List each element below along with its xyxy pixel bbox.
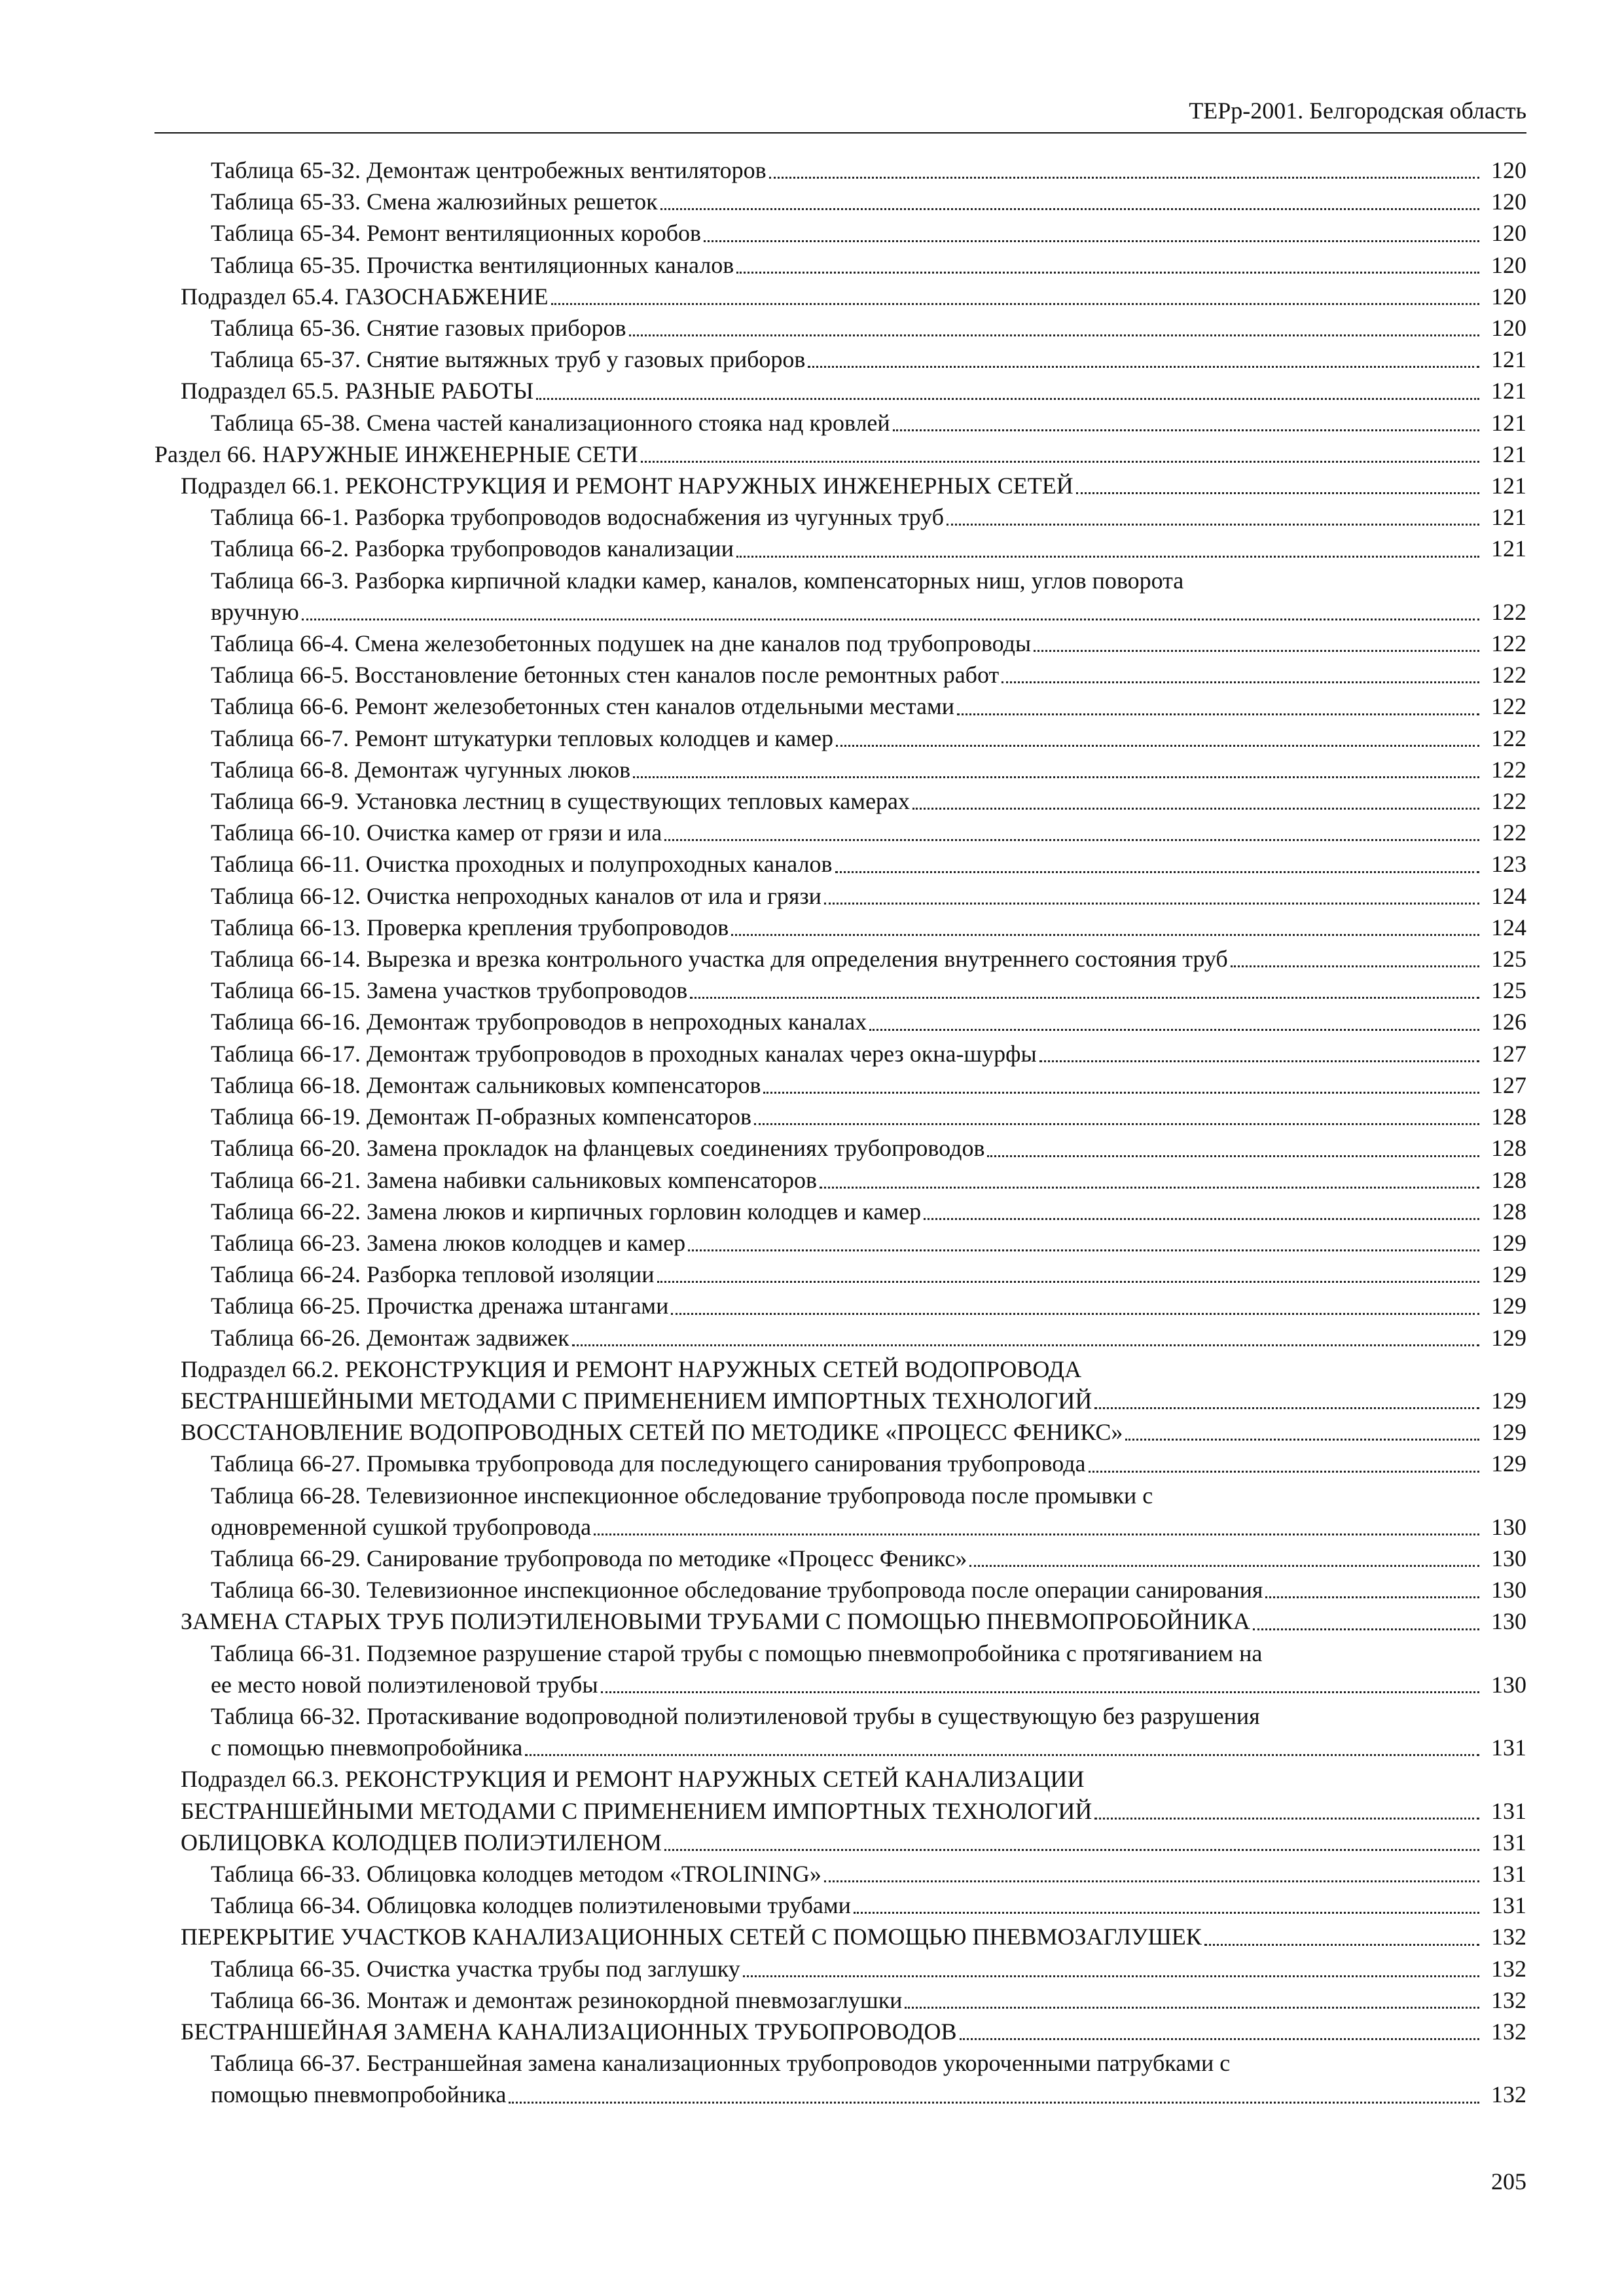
toc-entry[interactable] (154, 1006, 1526, 1037)
toc-entry[interactable] (154, 880, 1526, 912)
dot-leader (551, 303, 1479, 305)
dot-leader (594, 1534, 1479, 1535)
dot-leader (824, 1880, 1479, 1882)
toc-entry[interactable] (154, 1543, 1526, 1574)
toc-entry-page: 121 (1491, 440, 1526, 467)
toc-entry-title: Таблица 66-1. Разборка трубопроводов водоснабжения из чугунных труб (211, 504, 944, 531)
toc-entry-title: Таблица 65-36. Снятие газовых приборов (211, 315, 626, 342)
dot-leader (769, 177, 1479, 179)
dot-leader (808, 366, 1479, 368)
toc-entry-page: 121 (1491, 409, 1526, 436)
toc-entry-title: Таблица 66-21. Замена набивки сальниковых компенсаторов (211, 1166, 818, 1193)
toc-entry-page: 127 (1491, 1040, 1526, 1067)
toc-entry-title: Раздел 66. НАРУЖНЫЕ ИНЖЕНЕРНЫЕ СЕТИ (154, 440, 638, 467)
toc-entry-page: 120 (1491, 251, 1526, 278)
dot-leader (957, 713, 1479, 715)
toc-entry-page: 128 (1491, 1103, 1526, 1130)
toc-entry-page: 129 (1491, 1450, 1526, 1477)
toc-entry-title: Подраздел 66.1. РЕКОНСТРУКЦИЯ И РЕМОНТ НАРУЖНЫХ ИНЖЕНЕРНЫХ СЕТЕЙ (181, 473, 1074, 499)
dot-leader (820, 1187, 1479, 1189)
toc-entry-title: Таблица 66-26. Демонтаж задвижек (211, 1324, 569, 1351)
dot-leader (1265, 1596, 1479, 1598)
toc-entry-title: ЗАМЕНА СТАРЫХ ТРУБ ПОЛИЭТИЛЕНОВЫМИ ТРУБАМИ С ПОМОЩЬЮ ПНЕВМОПРОБОЙНИКА (181, 1608, 1250, 1635)
toc-entry[interactable] (154, 1921, 1526, 1952)
toc-entry-line (154, 1669, 1526, 1700)
toc-entry-title: Таблица 66-5. Восстановление бетонных стен каналов после ремонтных работ (211, 662, 1000, 689)
toc-entry[interactable] (154, 501, 1526, 533)
toc-entry-page: 128 (1491, 1198, 1526, 1225)
dot-leader (987, 1155, 1479, 1157)
toc-entry[interactable] (154, 1196, 1526, 1227)
toc-entry-page: 130 (1491, 1608, 1526, 1635)
toc-entry-page: 130 (1491, 1577, 1526, 1604)
dot-leader (1076, 492, 1479, 494)
dot-leader (893, 429, 1479, 431)
toc-entry-title: Таблица 66-15. Замена участков трубопроводов (211, 977, 688, 1004)
toc-entry-line (154, 1511, 1526, 1543)
toc-entry-title: Таблица 66-27. Промывка трубопровода для последующего санирования трубопровода (211, 1450, 1086, 1477)
toc-entry[interactable] (154, 2047, 1526, 2110)
dot-leader (1089, 1471, 1479, 1473)
toc-entry-title: Таблица 66-29. Санирование трубопровода по методике «Процесс Феникс» (211, 1545, 967, 1571)
dot-leader (969, 1565, 1479, 1567)
toc-entry-page: 122 (1491, 693, 1526, 720)
toc-entry[interactable] (154, 912, 1526, 943)
table-of-contents (154, 154, 1526, 2111)
toc-entry-page: 132 (1491, 2018, 1526, 2045)
dot-leader (572, 1344, 1479, 1346)
toc-entry[interactable] (154, 1259, 1526, 1290)
toc-entry[interactable] (154, 375, 1526, 406)
toc-entry-line (154, 1480, 1526, 1511)
toc-entry[interactable] (154, 281, 1526, 312)
dot-leader (1094, 1818, 1479, 1820)
dot-leader (1034, 650, 1479, 652)
toc-entry-title: Таблица 66-16. Демонтаж трубопроводов в непроходных каналах (211, 1009, 867, 1035)
toc-entry-title: помощью пневмопробойника (211, 2081, 507, 2108)
toc-entry[interactable] (154, 848, 1526, 880)
toc-entry-line (154, 1700, 1526, 1732)
toc-entry-line (154, 1385, 1526, 1416)
toc-entry-page: 122 (1491, 630, 1526, 657)
toc-entry-title: Таблица 65-32. Демонтаж центробежных вентиляторов (211, 157, 767, 183)
toc-entry-line (154, 1354, 1526, 1385)
toc-entry-page: 120 (1491, 283, 1526, 310)
dot-leader (1204, 1944, 1479, 1946)
toc-entry[interactable] (154, 344, 1526, 375)
toc-entry-page: 128 (1491, 1166, 1526, 1193)
toc-entry[interactable] (154, 754, 1526, 785)
dot-leader (536, 398, 1479, 400)
toc-entry-title: БЕСТРАНШЕЙНАЯ ЗАМЕНА КАНАЛИЗАЦИОННЫХ ТРУБОПРОВОДОВ (181, 2018, 957, 2045)
toc-entry-title: Таблица 65-34. Ремонт вентиляционных коробов (211, 220, 702, 247)
toc-entry-title: одновременной сушкой трубопровода (211, 1513, 592, 1540)
toc-entry[interactable] (154, 1605, 1526, 1637)
dot-leader (664, 1849, 1479, 1851)
toc-entry-page: 131 (1491, 1892, 1526, 1919)
dot-leader (912, 808, 1479, 810)
toc-entry[interactable] (154, 407, 1526, 439)
dot-leader (835, 871, 1479, 873)
toc-entry-title: Таблица 66-6. Ремонт железобетонных стен каналов отдельными местами (211, 693, 955, 720)
dot-leader (736, 272, 1479, 274)
toc-entry[interactable] (154, 1132, 1526, 1164)
dot-leader (688, 1249, 1479, 1251)
dot-leader (657, 1281, 1480, 1283)
toc-entry[interactable] (154, 565, 1526, 628)
toc-entry[interactable] (154, 1164, 1526, 1196)
toc-entry-title: Таблица 66-37. Бестраншейная замена канализационных трубопроводов укороченными патрубками с (211, 2050, 1231, 2077)
toc-entry[interactable] (154, 1827, 1526, 1858)
toc-entry[interactable] (154, 1984, 1526, 2016)
toc-entry-page: 130 (1491, 1513, 1526, 1540)
toc-entry-title: Таблица 66-4. Смена железобетонных подушек на дне каналов под трубопроводы (211, 630, 1032, 657)
toc-entry-page: 129 (1491, 1261, 1526, 1288)
toc-entry-page: 122 (1491, 756, 1526, 783)
dot-leader (905, 2007, 1479, 2009)
toc-entry-title: Таблица 66-13. Проверка крепления трубопроводов (211, 914, 729, 941)
toc-entry-title: Таблица 66-14. Вырезка и врезка контрольного участка для определения внутреннего состояния труб (211, 946, 1228, 973)
toc-entry[interactable] (154, 1069, 1526, 1101)
toc-entry-page: 129 (1491, 1229, 1526, 1256)
dot-leader (824, 903, 1479, 905)
toc-entry-page: 120 (1491, 315, 1526, 342)
toc-entry-page: 120 (1491, 157, 1526, 183)
toc-entry[interactable] (154, 1700, 1526, 1763)
toc-entry-line (154, 2079, 1526, 2110)
toc-entry-title: Подраздел 66.2. РЕКОНСТРУКЦИЯ И РЕМОНТ НАРУЖНЫХ СЕТЕЙ ВОДОПРОВОДА (181, 1355, 1082, 1382)
toc-entry-page: 132 (1491, 1986, 1526, 2013)
toc-entry-line (154, 1795, 1526, 1827)
toc-entry-title: Таблица 66-31. Подземное разрушение старой трубы с помощью пневмопробойника с протягиванием на (211, 1640, 1263, 1666)
toc-entry-title: Таблица 66-11. Очистка проходных и полупроходных каналов (211, 851, 833, 878)
toc-entry[interactable] (154, 1890, 1526, 1921)
toc-entry[interactable] (154, 186, 1526, 217)
toc-entry-page: 121 (1491, 504, 1526, 531)
toc-entry-page: 130 (1491, 1545, 1526, 1571)
toc-entry-title: Таблица 66-35. Очистка участка трубы под заглушку (211, 1955, 740, 1982)
toc-entry-title: Таблица 66-22. Замена люков и кирпичных горловин колодцев и камер (211, 1198, 922, 1225)
toc-entry[interactable] (154, 249, 1526, 281)
toc-entry-page: 122 (1491, 662, 1526, 689)
toc-entry[interactable] (154, 312, 1526, 344)
toc-entry-title: Таблица 66-24. Разборка тепловой изоляции (211, 1261, 655, 1288)
toc-entry[interactable] (154, 1101, 1526, 1132)
toc-entry-title: Подраздел 65.4. ГАЗОСНАБЖЕНИЕ (181, 283, 549, 310)
toc-entry[interactable] (154, 439, 1526, 470)
toc-entry-page: 131 (1491, 1734, 1526, 1761)
toc-entry-page: 131 (1491, 1829, 1526, 1856)
toc-entry-title: ее место новой полиэтиленовой трубы (211, 1671, 598, 1698)
toc-entry-title: Таблица 66-10. Очистка камер от грязи и ила (211, 819, 662, 846)
toc-entry-page: 132 (1491, 1955, 1526, 1982)
toc-entry[interactable] (154, 1290, 1526, 1321)
toc-entry[interactable] (154, 723, 1526, 754)
toc-entry-title: Таблица 66-19. Демонтаж П-образных компенсаторов (211, 1103, 751, 1130)
dot-leader (1094, 1407, 1479, 1409)
toc-entry-page: 129 (1491, 1293, 1526, 1319)
toc-entry-page: 121 (1491, 378, 1526, 404)
dot-leader (1039, 1060, 1479, 1062)
toc-entry-title: Таблица 65-33. Смена жалюзийных решеток (211, 188, 658, 215)
toc-entry-title: Таблица 66-32. Протаскивание водопроводной полиэтиленовой трубы в существующую без разрушения (211, 1702, 1260, 1729)
toc-entry-page: 122 (1491, 819, 1526, 846)
toc-entry-title: Таблица 66-30. Телевизионное инспекционное обследование трубопровода после операции санирования (211, 1577, 1263, 1604)
toc-entry-page: 132 (1491, 1924, 1526, 1950)
toc-entry-page: 131 (1491, 1860, 1526, 1887)
toc-entry[interactable] (154, 659, 1526, 691)
toc-entry[interactable] (154, 1763, 1526, 1826)
toc-entry-title: Подраздел 66.3. РЕКОНСТРУКЦИЯ И РЕМОНТ НАРУЖНЫХ СЕТЕЙ КАНАЛИЗАЦИИ (181, 1766, 1085, 1793)
toc-entry[interactable] (154, 785, 1526, 817)
toc-entry-title: Таблица 66-8. Демонтаж чугунных люков (211, 756, 631, 783)
toc-entry-title: Таблица 66-7. Ремонт штукатурки тепловых колодцев и камер (211, 725, 833, 751)
toc-entry-page: 129 (1491, 1419, 1526, 1446)
toc-entry-title: Таблица 65-38. Смена частей канализационного стояка над кровлей (211, 409, 890, 436)
toc-entry-page: 131 (1491, 1797, 1526, 1824)
toc-entry[interactable] (154, 217, 1526, 249)
dot-leader (664, 839, 1479, 841)
toc-entry-title: Таблица 65-35. Прочистка вентиляционных каналов (211, 251, 734, 278)
dot-leader (736, 556, 1479, 558)
toc-entry-line (154, 596, 1526, 628)
toc-entry-page: 123 (1491, 851, 1526, 878)
toc-entry-title: Таблица 66-3. Разборка кирпичной кладки камер, каналов, компенсаторных ниш, углов поворота (211, 567, 1184, 594)
toc-entry-page: 125 (1491, 946, 1526, 973)
toc-entry[interactable] (154, 691, 1526, 722)
toc-entry[interactable] (154, 1448, 1526, 1479)
dot-leader (629, 334, 1479, 336)
dot-leader (302, 619, 1479, 620)
toc-entry-title: Таблица 66-20. Замена прокладок на фланцевых соединениях трубопроводов (211, 1135, 985, 1162)
toc-entry-line (154, 2047, 1526, 2079)
page-header (154, 92, 1526, 134)
toc-entry-title: ОБЛИЦОВКА КОЛОДЦЕВ ПОЛИЭТИЛЕНОМ (181, 1829, 662, 1856)
dot-leader (1231, 965, 1479, 967)
page-number: 205 (1491, 2168, 1526, 2195)
toc-entry-title: БЕСТРАНШЕЙНЫМИ МЕТОДАМИ С ПРИМЕНЕНИЕМ ИМПОРТНЫХ ТЕХНОЛОГИЙ (181, 1387, 1092, 1414)
toc-entry[interactable] (154, 817, 1526, 848)
dot-leader (525, 1754, 1479, 1756)
toc-entry-title: Таблица 66-9. Установка лестниц в существующих тепловых камерах (211, 788, 911, 815)
toc-entry-page: 125 (1491, 977, 1526, 1004)
toc-entry[interactable] (154, 1574, 1526, 1605)
toc-entry-page: 129 (1491, 1324, 1526, 1351)
header-title: ТЕРр-2001. Белгородская область (1189, 98, 1526, 124)
toc-entry-page: 130 (1491, 1671, 1526, 1698)
toc-entry-title: ВОССТАНОВЛЕНИЕ ВОДОПРОВОДНЫХ СЕТЕЙ ПО МЕТОДИКЕ «ПРОЦЕСС ФЕНИКС» (181, 1419, 1123, 1446)
toc-entry-title: БЕСТРАНШЕЙНЫМИ МЕТОДАМИ С ПРИМЕНЕНИЕМ ИМПОРТНЫХ ТЕХНОЛОГИЙ (181, 1797, 1092, 1824)
toc-entry[interactable] (154, 1858, 1526, 1890)
toc-entry-title: Таблица 66-23. Замена люков колодцев и камер (211, 1229, 686, 1256)
dot-leader (509, 2102, 1479, 2104)
toc-entry-page: 132 (1491, 2081, 1526, 2108)
toc-entry-title: Таблица 66-2. Разборка трубопроводов канализации (211, 535, 734, 562)
toc-entry[interactable] (154, 154, 1526, 186)
toc-entry-line (154, 1732, 1526, 1763)
toc-entry-title: Таблица 66-34. Облицовка колодцев полиэтиленовыми трубами (211, 1892, 851, 1919)
dot-leader (1001, 681, 1479, 683)
dot-leader (960, 2038, 1479, 2040)
toc-entry[interactable] (154, 1480, 1526, 1543)
toc-entry-line (154, 565, 1526, 596)
toc-entry-title: Таблица 66-18. Демонтаж сальниковых компенсаторов (211, 1071, 761, 1098)
toc-entry-page: 129 (1491, 1387, 1526, 1414)
toc-entry[interactable] (154, 628, 1526, 659)
toc-entry[interactable] (154, 1322, 1526, 1354)
dot-leader (947, 524, 1479, 526)
toc-entry-line (154, 1638, 1526, 1669)
toc-entry-title: Таблица 66-17. Демонтаж трубопроводов в проходных каналах через окна-шурфы (211, 1040, 1037, 1067)
dot-leader (854, 1912, 1479, 1914)
toc-entry-title: ПЕРЕКРЫТИЕ УЧАСТКОВ КАНАЛИЗАЦИОННЫХ СЕТЕЙ С ПОМОЩЬЮ ПНЕВМОЗАГЛУШЕК (181, 1924, 1202, 1950)
toc-entry-page: 122 (1491, 598, 1526, 625)
dot-leader (1253, 1628, 1479, 1630)
toc-entry-title: Таблица 65-37. Снятие вытяжных труб у газовых приборов (211, 346, 806, 373)
toc-entry[interactable] (154, 533, 1526, 564)
toc-entry[interactable] (154, 1038, 1526, 1069)
toc-entry-page: 124 (1491, 882, 1526, 909)
dot-leader (660, 208, 1479, 210)
toc-entry[interactable] (154, 1354, 1526, 1416)
toc-entry-page: 120 (1491, 220, 1526, 247)
dot-leader (1125, 1439, 1479, 1441)
toc-entry-page: 120 (1491, 188, 1526, 215)
toc-entry-title: Таблица 66-25. Прочистка дренажа штангами (211, 1293, 669, 1319)
dot-leader (641, 461, 1479, 463)
dot-leader (836, 745, 1479, 747)
toc-entry-line (154, 1763, 1526, 1795)
toc-entry-page: 122 (1491, 788, 1526, 815)
toc-entry[interactable] (154, 1638, 1526, 1700)
toc-entry-title: с помощью пневмопробойника (211, 1734, 523, 1761)
dot-leader (869, 1029, 1479, 1031)
dot-leader (763, 1092, 1479, 1094)
toc-entry-title: вручную (211, 598, 299, 625)
dot-leader (671, 1313, 1479, 1315)
toc-entry[interactable] (154, 943, 1526, 975)
toc-entry-page: 121 (1491, 473, 1526, 499)
toc-entry-title: Таблица 66-12. Очистка непроходных каналов от ила и грязи (211, 882, 821, 909)
toc-entry-title: Таблица 66-36. Монтаж и демонтаж резинокордной пневмозаглушки (211, 1986, 903, 2013)
toc-entry-page: 127 (1491, 1071, 1526, 1098)
toc-entry-title: Таблица 66-28. Телевизионное инспекционное обследование трубопровода после промывки с (211, 1482, 1153, 1509)
dot-leader (924, 1218, 1479, 1220)
toc-entry[interactable] (154, 1416, 1526, 1448)
dot-leader (731, 934, 1479, 936)
toc-entry[interactable] (154, 975, 1526, 1006)
toc-entry-page: 122 (1491, 725, 1526, 751)
dot-leader (743, 1975, 1479, 1977)
toc-entry-page: 121 (1491, 535, 1526, 562)
toc-entry-page: 124 (1491, 914, 1526, 941)
toc-entry-page: 128 (1491, 1135, 1526, 1162)
toc-entry[interactable] (154, 470, 1526, 501)
dot-leader (690, 997, 1479, 999)
dot-leader (704, 240, 1479, 242)
toc-entry-title: Таблица 66-33. Облицовка колодцев методом «TROLINING» (211, 1860, 821, 1887)
toc-entry[interactable] (154, 1953, 1526, 1984)
toc-entry[interactable] (154, 2016, 1526, 2047)
toc-entry-title: Подраздел 65.5. РАЗНЫЕ РАБОТЫ (181, 378, 534, 404)
dot-leader (754, 1123, 1479, 1125)
toc-entry-page: 121 (1491, 346, 1526, 373)
dot-leader (601, 1691, 1479, 1693)
toc-entry-page: 126 (1491, 1009, 1526, 1035)
dot-leader (633, 776, 1479, 778)
toc-entry[interactable] (154, 1227, 1526, 1259)
